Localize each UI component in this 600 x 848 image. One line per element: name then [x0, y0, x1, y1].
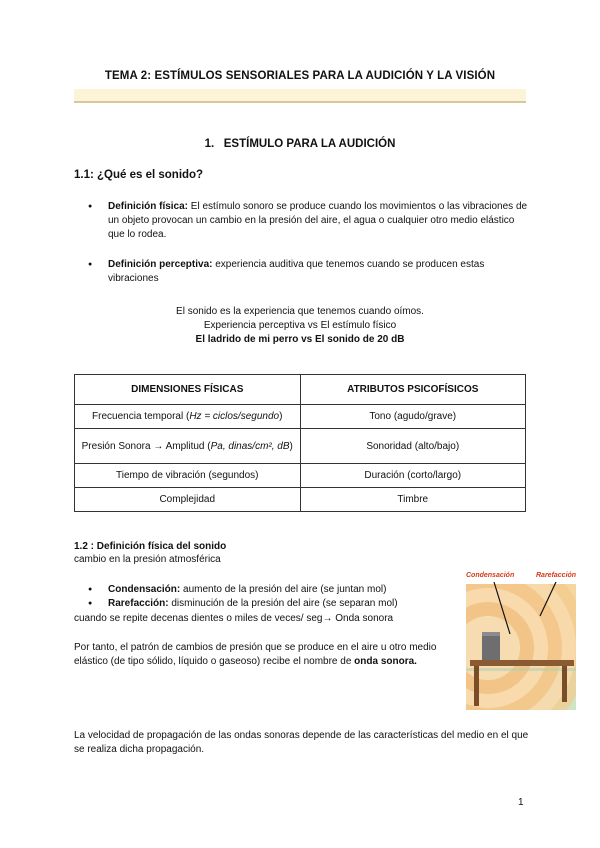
table-cell: Tono (agudo/grave) [300, 405, 526, 429]
bullet-text: El estímulo sonoro se produce cuando los movimientos o las vibraciones de un objeto provocan un cambio en la presión del aire, el agua o cualquier otro medio elástico que lo rodea. [108, 201, 528, 240]
list-item [88, 583, 468, 597]
pressure-list [88, 583, 468, 611]
repeat-line: cuando se repite decenas dientes o miles de veces/ seg→ Onda sonora [74, 613, 394, 624]
velocity-paragraph: La velocidad de propagación de las ondas sonoras depende de las características del medio en el que se realiza dicha propagación. [74, 730, 529, 755]
intro-text: cambio en la presión atmosférica [74, 554, 221, 565]
list-item [88, 200, 528, 242]
table-row [75, 429, 526, 464]
column-header: ATRIBUTOS PSICOFÍSICOS [300, 375, 526, 405]
paragraph-bold: onda sonora. [354, 656, 417, 667]
table-cell: Duración (corto/largo) [300, 464, 526, 488]
table-cell: Complejidad [75, 488, 301, 512]
section-title: ESTÍMULO PARA LA AUDICIÓN [223, 138, 396, 150]
rarefaction-label: Rarefacción [536, 572, 577, 579]
bullet-text: disminución de la presión del aire (se separan mol) [168, 598, 398, 609]
title-underline-bar [74, 89, 526, 103]
table-cell: Presión Sonora → Amplitud (Pa, dinas/cm², dB) [75, 429, 301, 464]
column-header: DIMENSIONES FÍSICAS [75, 375, 301, 405]
summary-line: El sonido es la experiencia que tenemos cuando oímos. [176, 306, 424, 317]
bullet-text: experiencia auditiva que tenemos cuando se producen estas vibraciones [108, 259, 485, 284]
list-item [88, 597, 468, 611]
table-header-row [75, 375, 526, 405]
bullet-label: Rarefacción: [108, 598, 169, 609]
definitions-list [88, 200, 528, 242]
subsection-1-1-heading: 1.1: ¿Qué es el sonido? [74, 169, 204, 181]
condensation-label: Condensación [466, 572, 515, 579]
page-number: 1 [518, 797, 524, 808]
document-title: TEMA 2: ESTÍMULOS SENSORIALES PARA LA AUDICIÓN Y LA VISIÓN [104, 70, 496, 82]
summary-bold-line: El ladrido de mi perro vs El sonido de 20 dB [195, 334, 405, 345]
table-cell: Tiempo de vibración (segundos) [75, 464, 301, 488]
sound-wave-paragraph [74, 641, 459, 669]
table-row [75, 405, 526, 429]
bullet-label: Condensación: [108, 584, 181, 595]
table-cell: Frecuencia temporal (Hz = ciclos/segundo) [75, 405, 301, 429]
table-cell: Sonoridad (alto/bajo) [300, 429, 526, 464]
table-row [75, 488, 526, 512]
bullet-label: Definición perceptiva: [108, 259, 213, 270]
bullet-label: Definición física: [108, 201, 189, 212]
section-number: 1. [204, 138, 215, 150]
dimensions-table [74, 374, 526, 512]
subsection-1-2-intro [74, 540, 226, 566]
table-cell: Timbre [300, 488, 526, 512]
bullet-text: aumento de la presión del aire (se juntan mol) [180, 584, 387, 595]
paragraph-text: Por tanto, el patrón de cambios de presión que se produce en el aire u otro medio elástico (de tipo sólido, líquido o gaseoso) recibe el nombre de [74, 642, 437, 667]
section-heading [0, 138, 600, 150]
list-item [88, 258, 528, 286]
sound-wave-illustration [466, 570, 576, 710]
summary-block [0, 305, 600, 347]
definitions-list-2 [88, 258, 528, 286]
summary-line: Experiencia perceptiva vs El estímulo físico [203, 320, 397, 331]
sound-wave-graphic [466, 570, 576, 710]
table-row [75, 464, 526, 488]
subsection-1-2-heading: 1.2 : Definición física del sonido [74, 541, 227, 552]
